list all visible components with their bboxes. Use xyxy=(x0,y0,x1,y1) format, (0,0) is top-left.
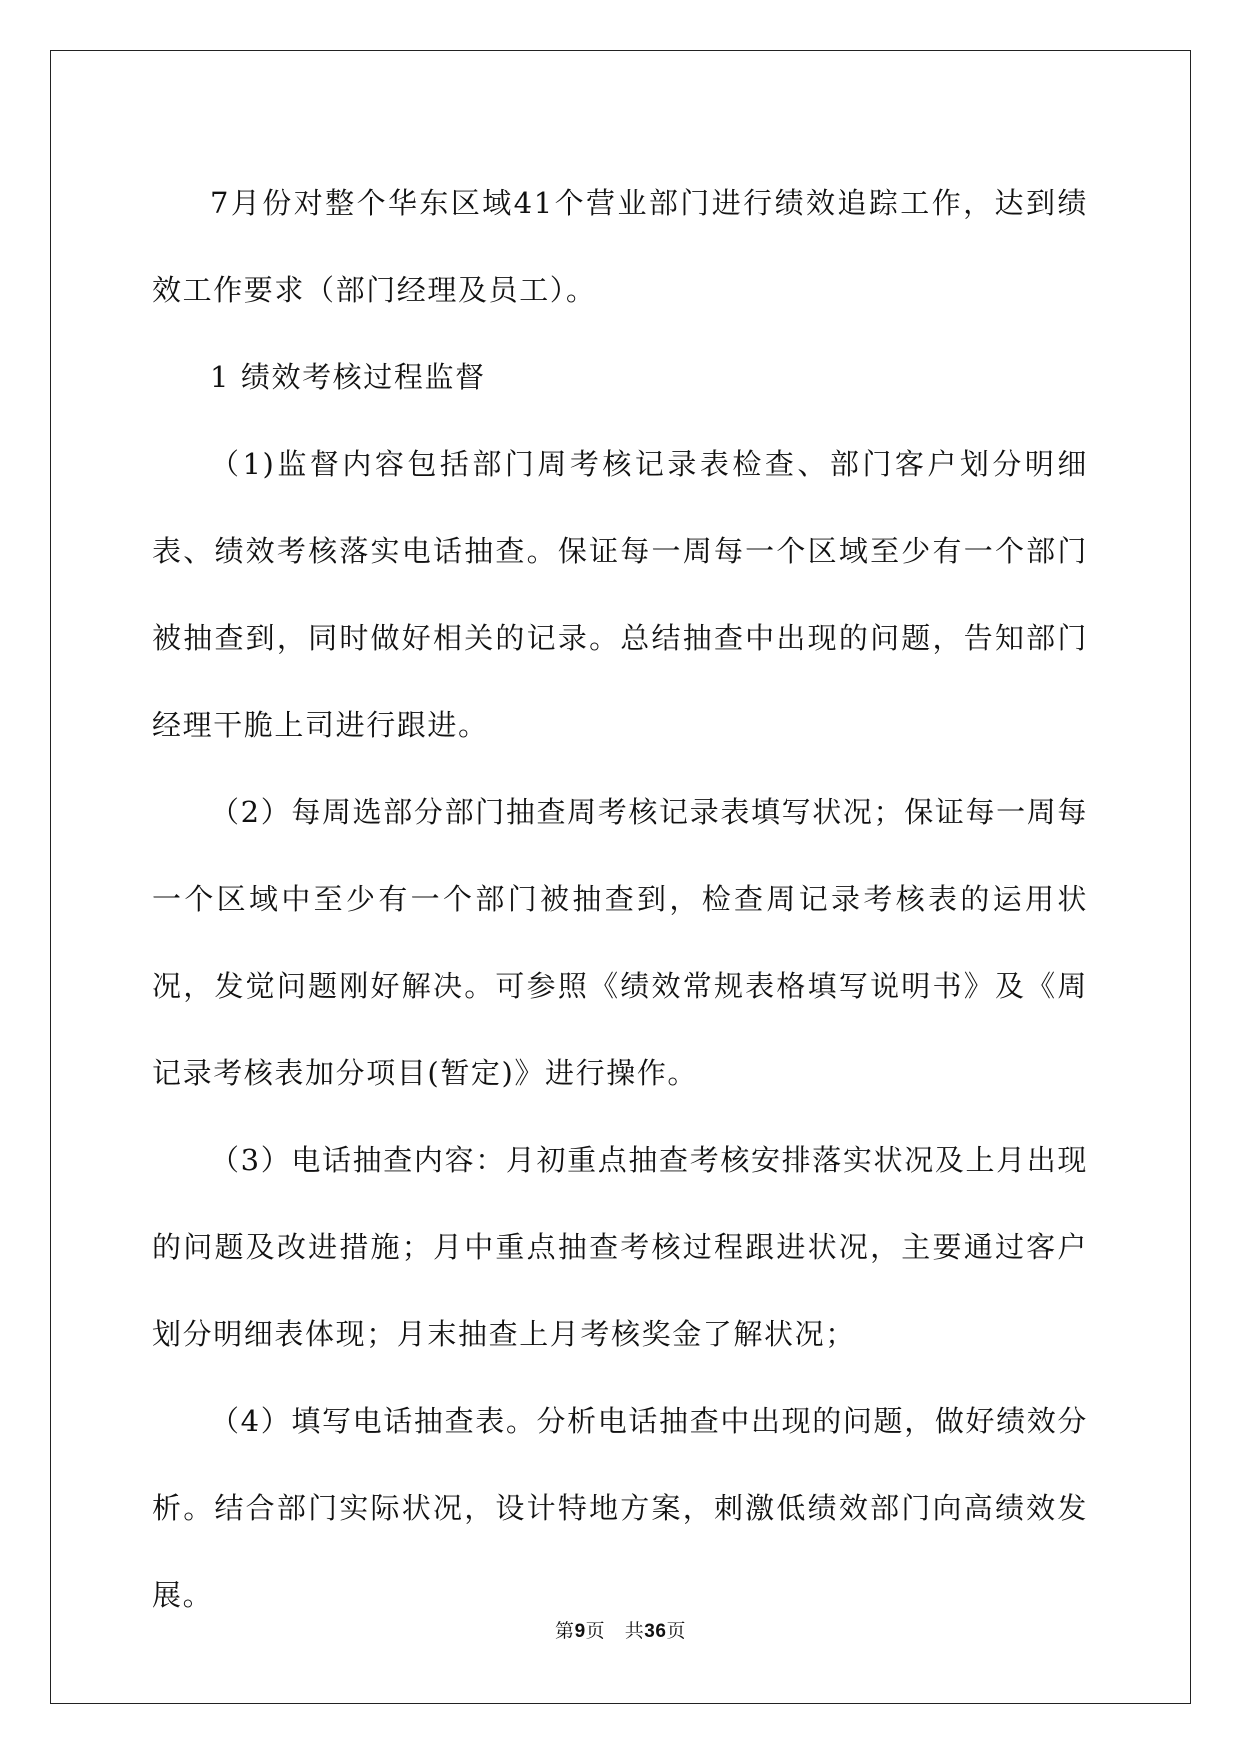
paragraph-item-3: （3）电话抽查内容：月初重点抽查考核安排落实状况及上月出现的问题及改进措施；月中重点抽查考核过程跟进状况，主要通过客户划分明细表体现；月末抽查上月考核奖金了解状况； xyxy=(152,1143,1088,1351)
paragraph-intro: 7月份对整个华东区域41个营业部门进行绩效追踪工作，达到绩效工作要求（部门经理及员工）。 xyxy=(152,186,1088,307)
page-footer xyxy=(0,1619,1241,1644)
footer-prefix: 第 xyxy=(555,1620,575,1642)
footer-total-prefix: 共 xyxy=(624,1620,645,1642)
footer-page-suffix: 页 xyxy=(585,1620,606,1642)
total-pages-number: 36 xyxy=(644,1621,667,1642)
current-page-number: 9 xyxy=(574,1621,586,1642)
document-body xyxy=(152,160,1088,1639)
footer-total-suffix: 页 xyxy=(666,1620,686,1642)
section-heading: 1 绩效考核过程监督 xyxy=(210,360,486,394)
paragraph-item-2: （2）每周选部分部门抽查周考核记录表填写状况；保证每一周每一个区域中至少有一个部门被抽查到，检查周记录考核表的运用状况，发觉问题刚好解决。可参照《绩效常规表格填写说明书》及《周记录考核表加分项目(暂定)》进行操作。 xyxy=(152,795,1088,1090)
paragraph-item-4: （4）填写电话抽查表。分析电话抽查中出现的问题，做好绩效分析。结合部门实际状况，设计特地方案，刺激低绩效部门向高绩效发展。 xyxy=(152,1404,1088,1612)
paragraph-item-1: （1)监督内容包括部门周考核记录表检查、部门客户划分明细表、绩效考核落实电话抽查。保证每一周每一个区域至少有一个部门被抽查到，同时做好相关的记录。总结抽查中出现的问题，告知部门经理干脆上司进行跟进。 xyxy=(152,447,1088,742)
